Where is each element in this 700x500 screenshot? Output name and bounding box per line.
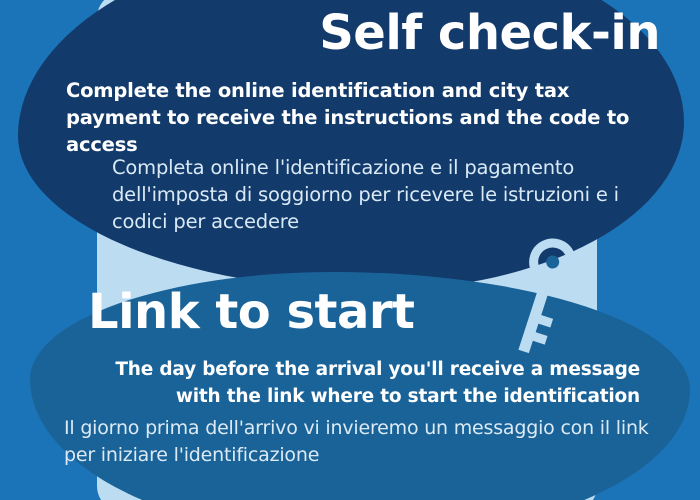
section-2-subtitle-italian: Il giorno prima dell'arrivo vi invieremo un messaggio con il link per iniziare l'identificazione xyxy=(64,417,649,466)
section-1-subtitle-english: Complete the online identification and city tax payment to receive the instructions and the code to access xyxy=(66,79,630,156)
section-1-subtitle-italian: Completa online l'identificazione e il pagamento dell'imposta di soggiorno per ricevere le istruzioni e i codici per accedere xyxy=(112,156,619,233)
section-1-title: Self check-in xyxy=(319,5,660,61)
section-2-subtitle-english: The day before the arrival you'll receive a message with the link where to start the identification xyxy=(115,359,640,407)
key-icon xyxy=(505,236,575,366)
section-2-title: Link to start xyxy=(88,284,415,340)
